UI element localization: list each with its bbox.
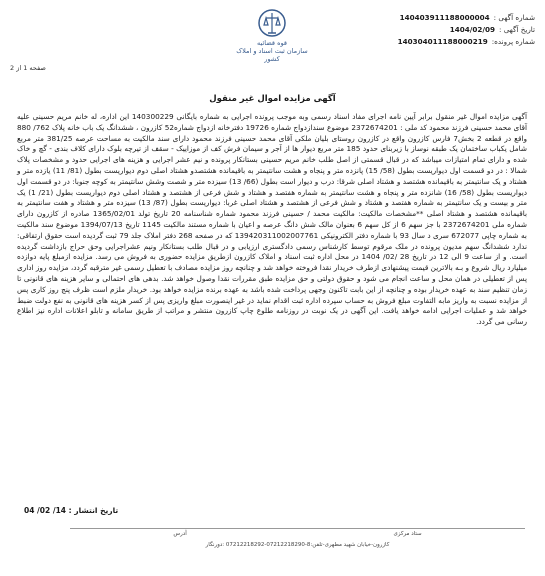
footer-top	[70, 531, 525, 537]
file-number-row	[360, 36, 535, 48]
footer-address: کازرون-خیابان شهید مطهری-تلفن:8-07212218290-07212218292 :دورنگار	[205, 542, 390, 548]
notice-body	[17, 112, 527, 328]
notice-date-row	[360, 24, 535, 36]
notice-title: آگهی مزایده اموال غیر منقول	[209, 94, 336, 104]
notice-body-text: آگهی مزایده اموال غیر منقول برابر آیین نامه اجرای مفاد اسناد رسمی وبه موجب پرونده اجرایی به شماره بایگانی 140300229 این اداره، له خانم مریم حسینی علیه آقای محمد حسینی فرزند محمود کد ملی : 2372674201 موضوع سندازدواج شماره 19726 دفترخانه ازدواج شماره52 کازرون ، ششدانگ یک باب خانه پلاک 762/ 880 واقع در قطعه 2 بخش7 فارس کازرون واقع در کازرون روستای بلیان ملکی آقای محمد حسینی فرزند محمود دارای سند مالکیت به مساحت عرصه 381/25 متر مربع شامل یکباب ساختمان یک طبقه نوساز با زیربنای حدود 185 متر مربع دیوار ها از آجر و سیمان فرش کف از موزاییک - سقف از تیرچه بلوک دارای کلاف بندی - گچ و خاک شده و دارای تمام امتیازات میباشد که در قبال قسمتی از اصل طلب خانم مریم حسینی بستانکار پرونده و نیم عشر اجرایی و هزینه های اجرایی حدود و مشخصات پلاک شمالا : در دو قسمت اول دیواریست بطول (58/ 15) پانزده متر و پنجاه و هشت سانتیمتر به باقیمانده هشتصدو هشتاد اصلی دوم دیواریست بطول (81/ 11) یازده متر و هشتاد و یک سانتیمتر به باقیمانده هشتصد و هشتاد اصلی شرقا: درب و دیوار است بطول (66/ 13) سیزده متر و شصت وشش سانتیمتر به کوچه جنوبا: در دو قسمت اول دیواریست بطول (58/ 16) شانزده متر و پنجاه و هشت سانتیمتر به شماره هفتصد و هشتاد و شش فرعی از هشتصد و هشتاد اصلی دوم دیواریست بطول (21/ 1) یک متر و بیست و یک سانتیمتر به شماره هفتصد و هشتاد و شش فرعی از هشتصد و هشتاد اصلی غربا: دیواریست بطول (87/ 13) سیزده متر و هشتاد و هفت سانتیمتر به باقیمانده هشتصد و هشتاد اصلی **مشخصات مالکیت: مالکیت محمد / حسینی فرزند محمود شماره شناسنامه 20 تاریخ تولد 1365/02/01 صادره از کازرون دارای شماره ملی 2372674201 با جز سهم 6 از کل سهم 6 بعنوان مالک شش دانگ عرصه و اعیان با شماره مستند مالکیت 1145 تاریخ 1394/07/13 موضوع سند مالکیت به شماره چاپی 672077 سری د سال 93 با شماره دفتر الکترونیکی 139420311002007761 که در صفحه 268 دفتر املاک جلد 79 ثبت گردیده است حقوق ارتفاقی: ندارد ششدانگ سهم مدیون پرونده در ملک مرقوم توسط کارشناس رسمی دادگستری ارزیابی و در قبال طلب بستانکار ونیم عشراجرایی وحق حراج بازداشت گردیده است. و از ساعت 9 الی 12 در تاریخ 28 /02/ 1404 در محل اداره ثبت اسناد و املاک کازرون ازطریق مزایده حضوری به فروش می رسد. مزایده ازمبلغ پایه دوازده میلیارد ریال شروع و بـه بالاترین قیمت پیشنهادی ازطرف خریدار نقدا فروخته خواهد شد و چنانچه روز مزایده مصادف با تعطیل رسمی غیر مترقبه گردد، مزایده روز اداری پس از تعطیلی در همان محل و ساعت انجام می شود و حقوق دولتی و حق مزایده طبق مقررات نقدا وصول خواهد شد. بدهی های احتمالی و سایر هزینه های قانونی تا زمان تنظیم سند به عهده خریدار بوده و چنانچه از این بابت تاکنون وجهی پرداخت شده باشد به عهده برنده مزایده خواهد بود. خریدار ملزم است ظرف پنج روز کاری پس از مزایده نسبت به واریز مابه التفاوت مبلغ فروش به حساب سپرده اداره ثبت اقدام نماید در غیر اینصورت مبلغ واریزی پس از کسر هزینه های قانونی به نفع دولت ضبط خواهد شد و عملیات اجرایی ادامه خواهد یافت. این آگهی در یک نوبت در روزنامه طلوع چاپ کازرون منتشر و مراتب از طریق سامانه و تابلو اعلانات اداره نیز اطلاع رسانی می گردد.	[17, 112, 528, 327]
footer-divider	[70, 528, 525, 529]
publish-date: تاریخ انتشار : 14/ 02/ 04	[24, 506, 119, 515]
page-footer	[0, 528, 545, 568]
file-number-label: شماره پرونده:	[491, 37, 535, 46]
footer-item: ستاد مرکزی	[393, 531, 422, 537]
notice-meta	[360, 12, 535, 48]
org-emblem	[232, 8, 312, 70]
notice-number-label: شماره آگهی :	[493, 13, 535, 22]
notice-date-label: تاریخ آگهی :	[498, 25, 535, 34]
notice-number-row	[360, 12, 535, 24]
org-name-line1: قوه قضائیه	[257, 39, 287, 47]
file-number: 140304011188000219	[397, 37, 488, 46]
org-name-line2: سازمان ثبت اسناد و املاک کشور	[236, 47, 308, 63]
judiciary-logo-icon	[257, 8, 287, 38]
notice-number: 140403911188000004	[399, 13, 490, 22]
notice-date: 1404/02/09	[449, 25, 495, 34]
footer-item: آدرس	[173, 531, 187, 537]
page-indicator: صفحه 1 از 2	[10, 64, 46, 72]
